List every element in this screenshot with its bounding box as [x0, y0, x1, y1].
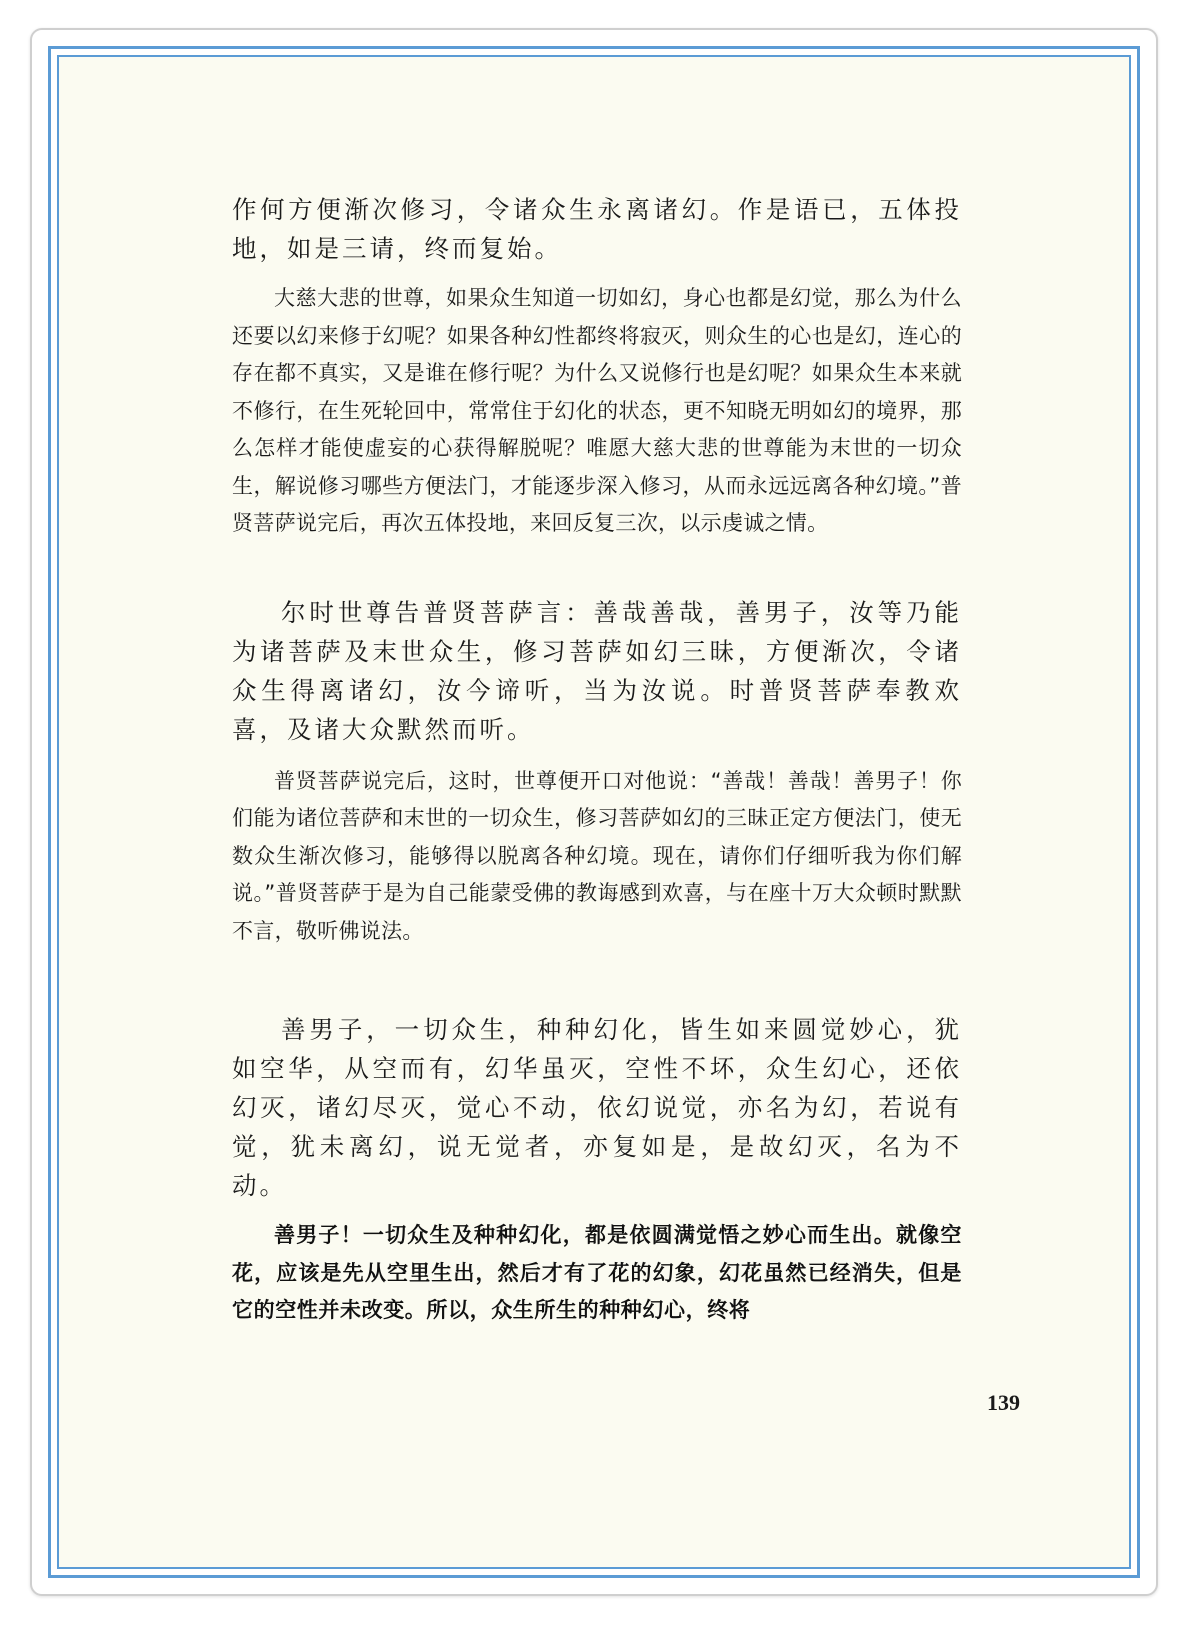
scripture-paragraph: 善男子，一切众生，种种幻化，皆生如来圆觉妙心，犹如空华，从空而有，幻华虽灭，空性不坏，众生幻心，还依幻灭，诸幻尽灭，觉心不动，依幻说觉，亦名为幻，若说有觉，犹未离幻，说无觉者，亦复如是，是故幻灭，名为不动。	[232, 1015, 962, 1200]
scripture-paragraph: 作何方便渐次修习，令诸众生永离诸幻。作是语已，五体投地，如是三请，终而复始。	[232, 195, 962, 263]
page-content	[232, 190, 962, 1330]
translation-paragraph: 大慈大悲的世尊，如果众生知道一切如幻，身心也都是幻觉，那么为什么还要以幻来修于幻呢？如果各种幻性都终将寂灭，则众生的心也是幻，连心的存在都不真实，又是谁在修行呢？为什么又说修行也是幻呢？如果众生本来就不修行，在生死轮回中，常常住于幻化的状态，更不知晓无明如幻的境界，那么怎样才能使虚妄的心获得解脱呢？唯愿大慈大悲的世尊能为末世的一切众生，解说修习哪些方便法门，才能逐步深入修习，从而永远远离各种幻境。”普贤菩萨说完后，再次五体投地，来回反复三次，以示虔诚之情。	[232, 286, 962, 535]
scripture-paragraph: 尔时世尊告普贤菩萨言：善哉善哉，善男子，汝等乃能为诸菩萨及末世众生，修习菩萨如幻三昧，方便渐次，令诸众生得离诸幻，汝今谛听，当为汝说。时普贤菩萨奉教欢喜，及诸大众默然而听。	[232, 597, 962, 744]
translation-paragraph: 普贤菩萨说完后，这时，世尊便开口对他说：“善哉！善哉！善男子！你们能为诸位菩萨和末世的一切众生，修习菩萨如幻的三昧正定方便法门，使无数众生渐次修习，能够得以脱离各种幻境。现在，请你们仔细听我为你们解说。”普贤菩萨于是为自己能蒙受佛的教诲感到欢喜，与在座十万大众顿时默默不言，敬听佛说法。	[232, 768, 962, 943]
page-number: 139	[987, 1390, 1020, 1415]
translation-paragraph: 善男子！一切众生及种种幻化，都是依圆满觉悟之妙心而生出。就像空花，应该是先从空里生出，然后才有了花的幻象，幻花虽然已经消失，但是它的空性并未改变。所以，众生所生的种种幻心，终将	[232, 1223, 962, 1322]
